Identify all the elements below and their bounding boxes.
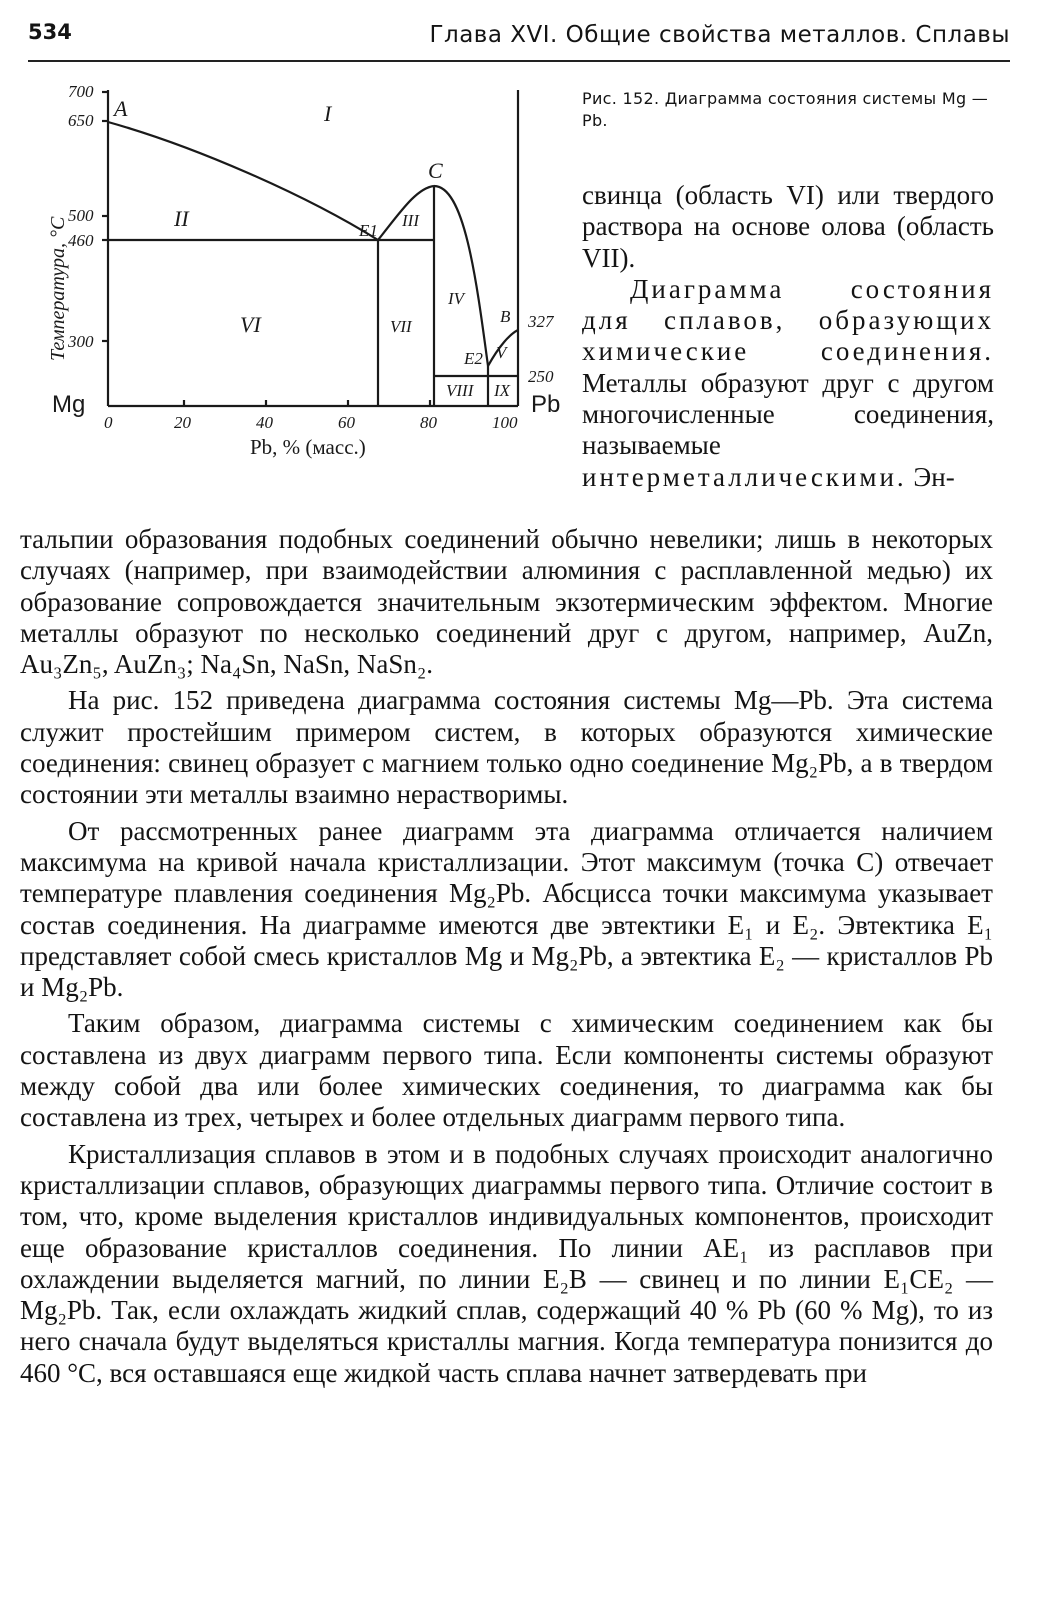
phase-diagram bbox=[44, 76, 569, 466]
region-ix: IX bbox=[494, 381, 511, 400]
side-paragraph-2-text: Металлы образуют друг с другом многочисленные соединения, называемые bbox=[582, 367, 994, 461]
point-e2-label: E2 bbox=[464, 349, 483, 368]
side-paragraph-1: свинца (область VI) или твердого раствора на основе олова (область VII). bbox=[582, 180, 994, 273]
point-e1-label: E1 bbox=[359, 221, 378, 240]
running-head: Глава XVI. Общие свойства металлов. Сплавы bbox=[429, 22, 1010, 48]
liquidus-c-e2 bbox=[434, 186, 488, 366]
point-b-label: B bbox=[500, 307, 511, 326]
x-tick-40: 40 bbox=[256, 413, 273, 432]
point-labels bbox=[112, 96, 511, 368]
side-paragraph-2 bbox=[582, 274, 994, 493]
page-header bbox=[28, 14, 1010, 58]
x-tick-labels bbox=[104, 413, 518, 432]
x-tick-100: 100 bbox=[492, 413, 518, 432]
x-tick-20: 20 bbox=[174, 413, 191, 432]
y-tick-650: 650 bbox=[68, 111, 94, 130]
right-value-327: 327 bbox=[528, 312, 554, 331]
side-paragraph-2-end: Эн- bbox=[913, 461, 955, 492]
main-paragraph-5: Таким образом, диаграмма системы с химическим соединением как бы составлена из двух диаграмм первого типа. Если компоненты системы образуют между собой два или более химических соединения, то диаграмма как бы составлена из трех, четырех и более отдельных диаграмм первого типа. bbox=[20, 1008, 993, 1133]
region-ii: II bbox=[174, 206, 189, 231]
y-tick-300: 300 bbox=[68, 332, 94, 351]
x-tick-0: 0 bbox=[104, 413, 113, 432]
side-text-column bbox=[582, 180, 994, 493]
y-axis-label: Температура, °С bbox=[47, 216, 69, 361]
point-c-label: C bbox=[428, 158, 443, 183]
section-lead: Диаграмма состояния для сплавов, образующих химические соединения. bbox=[582, 273, 994, 367]
main-paragraph-continuation: тальпии образования подобных соединений обычно невелики; лишь в некоторых случаях (например, при взаимодействии алюминия с расплавленной медью) их образование сопровождается значительным экзотермическим эффектом. Многие металлы образуют по несколько соединений друг с другом, например, AuZn, Au₃Zn₅, AuZn₃; Na₄Sn, NaSn, NaSn₂. bbox=[20, 524, 993, 680]
page-number: 534 bbox=[28, 20, 72, 44]
region-vii: VII bbox=[390, 317, 412, 336]
figure-caption: Рис. 152. Диаграмма состояния системы Mg — Pb. bbox=[582, 89, 989, 130]
main-text-column bbox=[20, 524, 993, 1389]
right-value-250: 250 bbox=[528, 367, 554, 386]
main-paragraph-3: На рис. 152 приведена диаграмма состояния системы Mg—Pb. Эта система служит простейшим примером систем, в которых образуются химические соединения: свинец образует с магнием только одно соединение Mg₂Pb, а в твердом состоянии эти металлы взаимно нерастворимы. bbox=[20, 685, 993, 810]
region-viii: VIII bbox=[446, 381, 474, 400]
region-iv: IV bbox=[448, 289, 465, 308]
y-tick-460: 460 bbox=[68, 231, 94, 250]
region-vi: VI bbox=[240, 312, 261, 337]
left-component-label: Mg bbox=[52, 391, 86, 418]
y-tick-700: 700 bbox=[68, 82, 94, 101]
region-iii: III bbox=[402, 211, 419, 230]
point-a-label: A bbox=[114, 96, 128, 121]
liquidus-a-e1 bbox=[108, 122, 378, 240]
x-tick-80: 80 bbox=[420, 413, 437, 432]
region-v: V bbox=[496, 343, 507, 362]
main-paragraph-6: Кристаллизация сплавов в этом и в подобных случаях происходит аналогично кристаллизации сплавов, образующих диаграммы первого типа. Отличие состоит в том, что, кроме выделения кристаллов индивидуальных компонентов, происходит еще образование кристаллов соединения. По линии AE₁ из расплавов при охлаждении выделяется магний, по линии E₂B — свинец и по линии E₁CE₂ — Mg₂Pb. Так, если охлаждать жидкий сплав, содержащий 40 % Pb (60 % Mg), то из него сначала будут выделяться кристаллы магния. Когда температура понизится до 460 °С, вся оставшаяся еще жидкой часть сплава начнет затвердевать при bbox=[20, 1138, 993, 1388]
region-i: I bbox=[324, 101, 332, 126]
right-component-label: Pb bbox=[531, 391, 561, 418]
region-labels bbox=[173, 101, 511, 400]
header-rule bbox=[28, 60, 1010, 62]
y-tick-labels bbox=[67, 82, 94, 351]
x-axis-label: Pb, % (масс.) bbox=[250, 435, 366, 459]
term-intermetallic: интерметаллическими. bbox=[582, 461, 907, 492]
main-paragraph-4: От рассмотренных ранее диаграмм эта диаграмма отличается наличием максимума на кривой начала кристаллизации. Этот максимум (точка C) отвечает температуре плавления соединения Mg₂Pb. Абсцисса точки максимума указывает состав соединения. На диаграмме имеются две эвтектики E₁ и E₂. Эвтектика E₁ представляет собой смесь кристаллов Mg и Mg₂Pb, а эвтектика E₂ — кристаллов Pb и Mg₂Pb. bbox=[20, 815, 993, 1003]
x-tick-60: 60 bbox=[338, 413, 355, 432]
phase-diagram-figure bbox=[44, 76, 569, 466]
y-tick-500: 500 bbox=[68, 206, 94, 225]
